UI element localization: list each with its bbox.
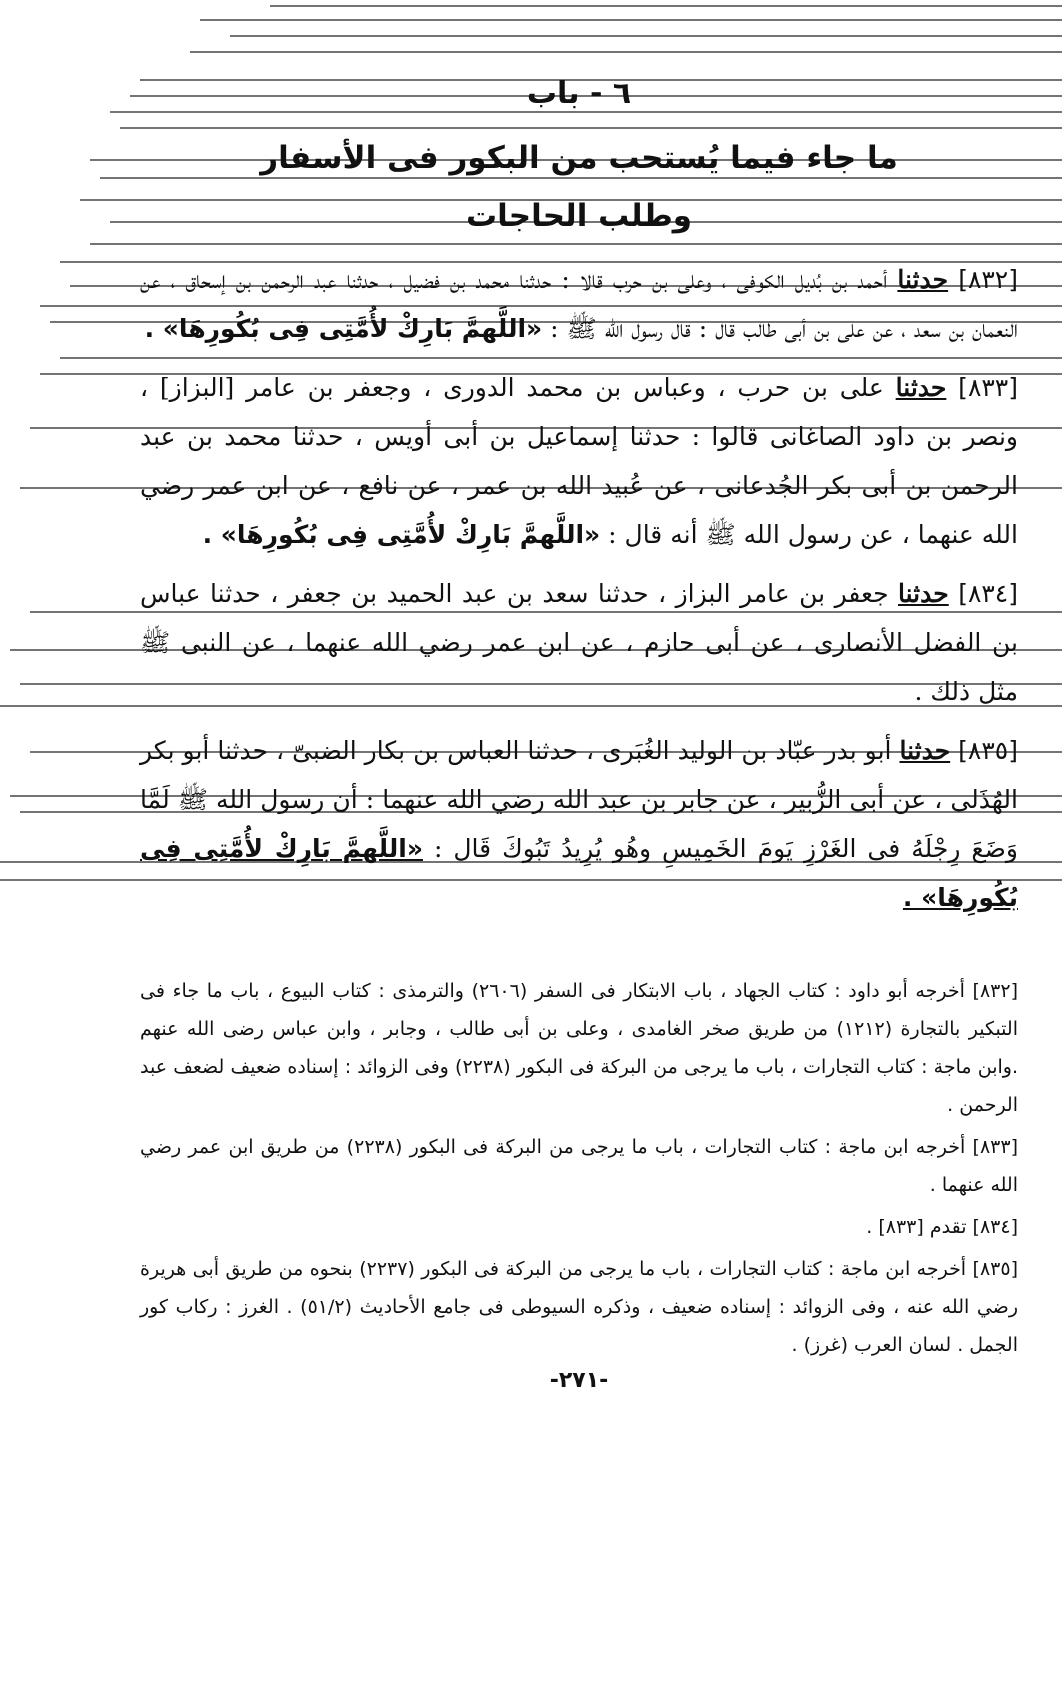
- footnote-number: [٨٣٣]: [972, 1136, 1018, 1158]
- page-number: -٢٧١-: [549, 1368, 609, 1393]
- footnote-text: أخرجه ابن ماجة : كتاب التجارات ، باب ما يرجى من البركة فى البكور (٢٢٣٨) من طريق ابن عمر رضي الله عنهما .: [140, 1136, 1018, 1196]
- hadith-opening: حدثنا: [897, 265, 949, 294]
- hadith-number: [٨٣٤]: [958, 579, 1019, 608]
- hadith-835: [140, 726, 1018, 922]
- hadith-quote: «اللَّهمَّ بَارِكْ لأُمَّتِى فِى بُكُورِهَا» .: [144, 314, 543, 343]
- hadith-number: [٨٣٣]: [958, 373, 1018, 402]
- section-title-line-2: وطلب الحاجات: [465, 198, 693, 234]
- hadith-opening: حدثنا: [895, 373, 947, 402]
- footnote-text: أخرجه أبو داود : كتاب الجهاد ، باب الابتكار فى السفر (٢٦٠٦) والترمذى : كتاب البيوع ، باب ما جاء فى التبكير بالتجارة (١٢١٢) من طريق صخر الغامدى ، وعلى بن أبى طالب ، وجابر ، وابن عباس رضى الله عنهم .وابن ماجة : كتاب التجارات ، باب ما يرجى من البركة فى البكور (٢٢٣٨) وفى الزوائد : إسناده ضعيف لضعف عبد الرحمن .: [140, 980, 1019, 1116]
- hadith-opening: حدثنا: [898, 579, 949, 608]
- footnote-number: [٨٣٥]: [972, 1258, 1018, 1280]
- hadith-833: [140, 363, 1018, 559]
- hadith-quote: «اللَّهمَّ بَارِكْ لأُمَّتِى فِى بُكُورِهَا» .: [140, 834, 1018, 912]
- hadith-834: [140, 569, 1018, 716]
- hadith-opening: حدثنا: [899, 736, 951, 765]
- footnote-835: [140, 1250, 1018, 1364]
- page-content: [140, 70, 1018, 1393]
- footnote-833: [140, 1128, 1018, 1204]
- hadith-text: جعفر بن عامر البزاز ، حدثنا سعد بن عبد الحميد بن جعفر ، حدثنا عباس بن الفضل الأنصارى ، عن أبى حازم ، عن ابن عمر رضي الله عنهما ، عن النبى ﷺ مثل ذلك .: [140, 579, 1018, 706]
- hadith-number: [٨٣٢]: [958, 265, 1019, 294]
- footnote-text: أخرجه ابن ماجة : كتاب التجارات ، باب ما يرجى من البركة فى البكور (٢٢٣٧) بنحوه من طريق أبى هريرة رضي الله عنه ، وفى الزوائد : إسناده ضعيف ، وذكره السيوطى فى جامع الأحاديث (٥١/٢) . الغرز : ركاب كور الجمل . لسان العرب (غرز) .: [140, 1258, 1018, 1356]
- footnote-832: [140, 972, 1018, 1124]
- footnote-number: [٨٣٢]: [972, 980, 1019, 1002]
- hadith-832: [140, 255, 1018, 353]
- hadith-text: أحمد بن بُديل الكوفى ، وعلى بن حرب قالا : حدثنا محمد بن فضيل ، حدثنا عبد الرحمن بن إسحاق ، عن النعمان بن سعد ، عن على بن أبى طالب قال : قال رسول الله ﷺ :: [140, 265, 1018, 343]
- hadith-text: على بن حرب ، وعباس بن محمد الدورى ، وجعفر بن عامر [البزاز] ، ونصر بن داود الصاغانى قالوا : حدثنا إسماعيل بن أبى أويس ، حدثنا محمد بن عبد الرحمن بن أبى بكر الجُدعانى ، عن عُبيد الله بن عمر ، عن نافع ، عن ابن عمر رضي الله عنهما ، عن رسول الله ﷺ أنه قال :: [140, 373, 1018, 549]
- section-title-line-1: ما جاء فيما يُستحب من البكور فى الأسفار: [260, 140, 898, 176]
- footnote-number: [٨٣٤]: [972, 1216, 1018, 1238]
- hadith-text: أبو بدر عبّاد بن الوليد الغُبَرى ، حدثنا العباس بن بكار الضبىّ ، حدثنا أبو بكر الهُذَلى ، عن أبى الزُّبير ، عن جابر بن عبد الله رضي الله عنهما : أن رسول الله ﷺ لَمَّا وَضَعَ رِجْلَهُ فى الغَرْزِ يَومَ الخَمِيسِ وهُو يُرِيدُ تَبُوكَ قَال :: [140, 736, 1018, 863]
- footnote-834: [140, 1208, 1018, 1246]
- hadith-number: [٨٣٥]: [958, 736, 1018, 765]
- hadith-quote: «اللَّهمَّ بَارِكْ لأُمَّتِى فِى بُكُورِهَا» .: [202, 520, 601, 549]
- footnote-text: تقدم [٨٣٣] .: [866, 1216, 967, 1238]
- chapter-heading: ٦ - باب: [526, 76, 632, 111]
